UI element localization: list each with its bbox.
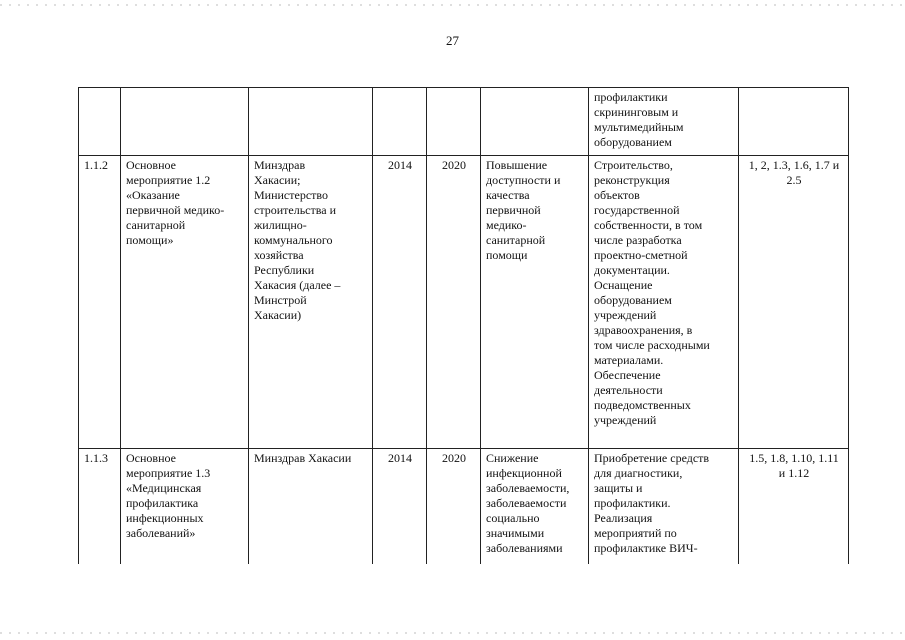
table-row-continuation (79, 88, 849, 156)
scan-artifact-top (0, 4, 905, 6)
cell-start: 2014 (373, 156, 427, 449)
cell-directions: профилактики скрининговым и мультимедийным оборудованием (589, 88, 739, 156)
cell-executor (249, 88, 373, 156)
table-row (79, 449, 849, 564)
cell-num (79, 88, 121, 156)
cell-end (427, 88, 481, 156)
cell-directions: Строительство, реконструкция объектов государственной собственности, в том числе разработка проектно-сметной документации. Оснащение оборудованием учреждений здравоохранения, в том числе расходными материалами. Обеспечение деятельности подведомственных учреждений (589, 156, 739, 449)
cell-directions: Приобретение средств для диагностики, защиты и профилактики. Реализация мероприятий по профилактике ВИЧ- (589, 449, 739, 564)
page-number: 27 (446, 33, 459, 48)
cell-indicators: 1.5, 1.8, 1.10, 1.11 и 1.12 (739, 449, 849, 564)
cell-executor: Минздрав Хакасии (249, 449, 373, 564)
cell-end: 2020 (427, 156, 481, 449)
program-table (78, 87, 849, 564)
cell-num: 1.1.3 (79, 449, 121, 564)
cell-event (121, 88, 249, 156)
scan-artifact-bottom (0, 632, 905, 634)
cell-expected: Повышение доступности и качества первичной медико- санитарной помощи (481, 156, 589, 449)
cell-expected: Снижение инфекционной заболеваемости, заболеваемости социально значимыми заболеваниями (481, 449, 589, 564)
table-row (79, 156, 849, 449)
cell-start (373, 88, 427, 156)
cell-event: Основное мероприятие 1.2 «Оказание первичной медико- санитарной помощи» (121, 156, 249, 449)
cell-start: 2014 (373, 449, 427, 564)
cell-end: 2020 (427, 449, 481, 564)
cell-event: Основное мероприятие 1.3 «Медицинская профилактика инфекционных заболеваний» (121, 449, 249, 564)
cell-num: 1.1.2 (79, 156, 121, 449)
cell-indicators (739, 88, 849, 156)
cell-expected (481, 88, 589, 156)
cell-indicators: 1, 2, 1.3, 1.6, 1.7 и 2.5 (739, 156, 849, 449)
cell-executor: Минздрав Хакасии; Министерство строительства и жилищно- коммунального хозяйства Республики Хакасия (далее – Минстрой Хакасии) (249, 156, 373, 449)
